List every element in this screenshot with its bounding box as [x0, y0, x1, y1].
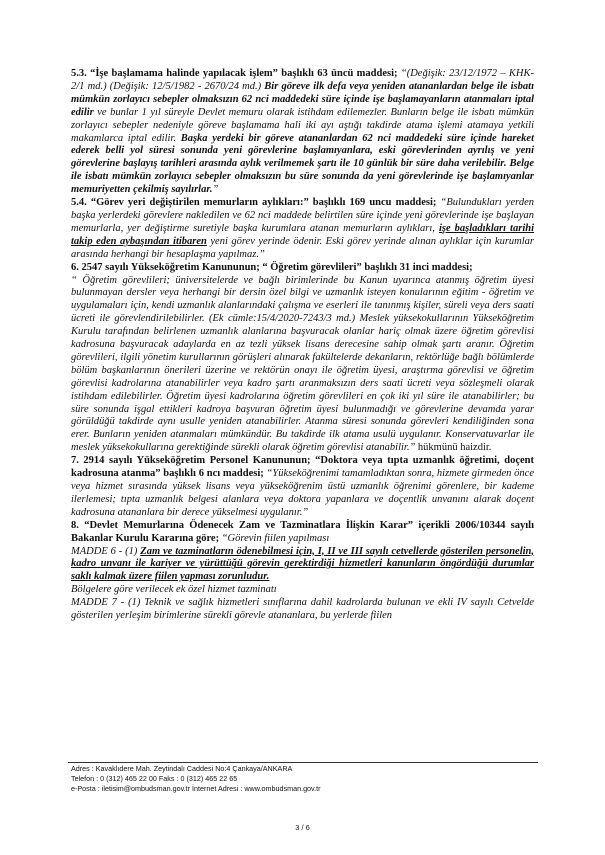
quoted-text-bold: Başka yerdeki bir göreve atananlardan 62 nci maddedeki süre içinde hareket ederek belli yol süresi sonunda yeni görevlerine başlamıyanlara, eski görevlerinden ayrılış ve yeni görevlerine başlayış tarihleri arasında aylık verilmemek şartı ile 10 günlük bir süre daha verilebilir. Belge ile isbatı mümkün zorlayıcı sebepler olmaksızın bu süre sonunda da yeni görevlerinde işe başlamıyanlar memuriyetten çekilmiş sayılırlar.	[71, 132, 534, 196]
quoted-text: ve bunlar 1 yıl süreyle Devlet memuru olarak istihdam edilemezler. Bunların belge ile isbatı mümkün zorlayıcı sebepler nedeniyle göreve başlamama hali iki ayı aştığı takdirde atama işlemi atamaya yetkili makamlarca iptal edilir.	[71, 106, 534, 144]
closing-quote: ”	[212, 184, 219, 196]
section-7	[71, 455, 534, 520]
underlined-emphasis: işe başladıkları tarihi takip eden aybaşından itibaren	[71, 222, 534, 247]
quoted-text-bold: Bir göreve ilk defa veya yeniden atananlardan belge ile isbatı mümkün zorlayıcı sebepler olmaksızın 62 nci maddedeki süre içinde işe başlamayanların atanmaları iptal edilir	[71, 80, 534, 118]
closing-text: hükmünü haizdir.	[415, 442, 492, 454]
section-heading: 5.4. “Görev yeri değiştirilen memurların aylıkları:” başlıklı 169 uncu maddesi;	[71, 197, 437, 209]
page-number: 3 / 6	[295, 823, 310, 832]
article-title: Bölgelere göre verilecek ek özel hizmet tazminatı	[71, 584, 277, 596]
article-label: MADDE 6 - (1)	[71, 545, 141, 557]
page-footer	[71, 764, 531, 794]
footer-phone: Telefon : 0 (312) 465 22 00 Faks : 0 (312) 465 22 65	[71, 774, 238, 783]
amendment-note: “(Değişik: 23/12/1972 – KHK-2/1 md.) (Değişik: 12/5/1982 - 2670/24 md.)	[71, 68, 535, 92]
footer-contact: e-Posta : iletisim@ombudsman.gov.tr İnternet Adresi : www.ombudsman.gov.tr	[71, 784, 321, 793]
quoted-text: “Yükseköğrenimi tamamladıktan sonra, hizmete girmeden önce veya hizmet sırasında yüksek lisans veya yükseköğrenim üstü uzmanlık öğrenimi görenlere, bir kademe ilerlemesi; tıpta uzmanlık belgesi alanlara veya doktora yapanlara ve doçentlik unvanını alarak doçent kadrosuna atananlara bir derece yükselmesi uygulanır.”	[71, 468, 534, 518]
section-6	[71, 262, 534, 456]
footer-address: Adres : Kavaklıdere Mah. Zeytindalı Caddesi No:4 Çankaya/ANKARA	[71, 764, 293, 773]
underlined-emphasis: Zam ve tazminatların ödenebilmesi için, I, II ve III sayılı cetvellerde gösterilen personelin, kadro unvanı ile kariyer ve yürüttüğü görevin gerektirdiği hizmetleri kanunların öngördüğü durumlar saklı kalmak üzere fiilen yapması zorunludur.	[71, 545, 534, 583]
footer-divider	[68, 762, 538, 763]
article-text: MADDE 7 - (1) Teknik ve sağlık hizmetleri sınıflarına dahil kadrolarda bulunan ve ekli IV sayılı Cetvelde gösterilen yerleşim birimlerine sürekli görevle atananlara, bu yerlerde fiilen	[71, 597, 534, 622]
section-8	[71, 520, 534, 623]
section-heading: 7. 2914 sayılı Yükseköğretim Personel Kanununun; “Doktora veya tıpta uzmanlık öğretimi, doçent kadrosuna atanma” başlıklı 6 ncı maddesi;	[71, 455, 534, 480]
section-heading: 5.3. “İşe başlamama halinde yapılacak işlem” başlıklı 63 üncü maddesi;	[71, 68, 398, 79]
quoted-text: “Görevin fiilen yapılması	[219, 532, 330, 544]
section-heading: 8. “Devlet Memurlarına Ödenecek Zam ve Tazminatlara İlişkin Karar” içerikli 2006/10344 sayılı Bakanlar Kurulu Kararına göre;	[71, 519, 534, 544]
section-5-3	[71, 68, 534, 197]
section-5-4	[71, 197, 534, 262]
document-body	[71, 68, 534, 623]
quoted-text: yeni görev yerinde ödenir. Eski görev yerinde alınan aylıklar için kurumlar arasında herhangi bir hesaplaşma yapılmaz.”	[71, 235, 534, 260]
quoted-text: “Bulundukları yerden başka yerlerdeki görevlere nakledilen ve 62 nci maddede belirtilen süre içinde yeni görevlerinde işe başlayan memurlarla, yer değiştirme suretiyle başka kurumlara atanan memurların aylıkları,	[71, 197, 534, 234]
section-heading: 6. 2547 sayılı Yükseköğretim Kanununun; “ Öğretim görevlileri” başlıklı 31 inci maddesi;	[71, 261, 473, 273]
quoted-text: “ Öğretim görevlileri; üniversitelerde ve bağlı birimlerinde bu Kanun uyarınca atanmış öğretim üyesi bulunmayan dersler veya herhangi bir dersin özel bilgi ve uzmanlık isteyen konularının eğitim - öğretim ve uygulamaları için, kendi uzmanlık alanlarındaki çalışma ve eserleri ile tanınmış kişiler, süreli veya ders saati ücreti ile görevlendirilebilirler. (Ek cümle:15/4/2020-7243/3 md.) Meslek yüksekokullarının Yükseköğretim Kurulu tarafından belirlenen uzmanlık alanlarına başvuracak olanlar hariç olmak üzere öğretim görevlisi kadrosuna başvuracak adaylarda en az tezli yüksek lisans derecesine sahip olmak şartı aranır. Öğretim görevlileri, ilgili yönetim kurullarının görüşleri alınarak fakültelerde dekanların, rektörlüğe bağlı bölümlerde bölüm başkanlarının önerileri üzerine ve rektörün onayı ile öğretim üyesi, araştırma görevlisi ve öğretim görevlisi kadrolarına atanabilirler veya kadro şartı aranmaksızın ders saati ücreti veya sözleşmeli olarak istihdam edilebilirler. Öğretim üyesi kadrolarına öğretim görevlileri en çok iki yıl süre ile atanabilirler; bu süre sonunda işgal ettikleri kadroya başvuran öğretim üyesi bulunmadığı ve görevlerine devamda yarar görüldüğü takdirde aynı usulle yeniden atanabilirler. Atanma süresi sonunda görevleri kendiliğinden sona erer. Bunların yeniden atanmaları mümkündür. Bu takdirde ilk atama usulü uygulanır. Konservatuvarlar ile meslek yüksekokullarına gerektiğinde sürekli olarak öğretim görevlisi atanabilir.”	[71, 274, 534, 454]
